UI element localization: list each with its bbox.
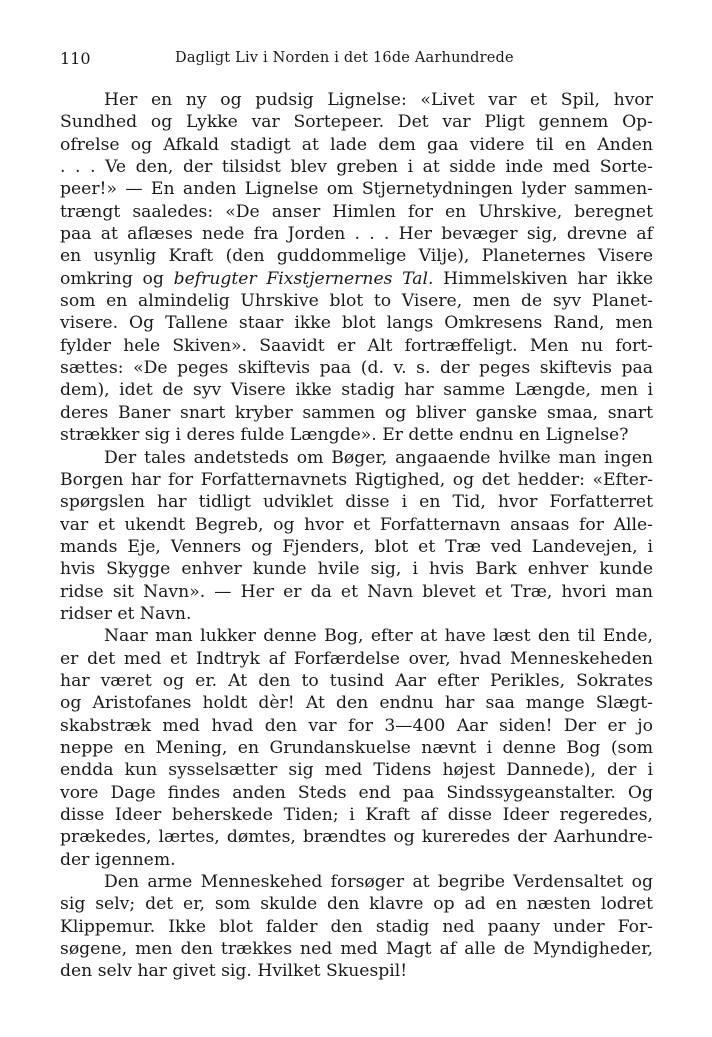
text-segment: Himmelskiven har ikke	[433, 268, 654, 289]
text-line: deres Baner snart kryber sammen og bliver ganske smaa, snart	[60, 402, 653, 423]
text-line: er det med et Indtryk af Forfærdelse over, hvad Menneskeheden	[60, 648, 653, 669]
text-line: . . . Ve den, der tilsidst blev greben i at sidde inde med Sorte-	[60, 157, 653, 178]
paragraph	[60, 871, 653, 983]
body-text	[60, 89, 653, 983]
text-line: mands Eje, Venners og Fjenders, blot et Træ ved Landevejen, i	[60, 536, 653, 557]
paragraph	[60, 89, 653, 447]
text-line: Klippemur. Ikke blot falder den stadig ned paany under For-	[60, 916, 653, 937]
text-line: som en almindelig Uhrskive blot to Visere, men de syv Planet-	[60, 291, 653, 312]
text-line	[60, 268, 653, 290]
text-line: den selv har givet sig. Hvilket Skuespil!	[60, 961, 408, 982]
text-line: peer!» — En anden Lignelse om Stjernetydningen lyder sammen-	[60, 179, 653, 200]
running-head: Dagligt Liv i Norden i det 16de Aarhundrede	[175, 50, 514, 66]
text-line: søgene, men den trækkes ned med Magt af alle de Myndigheder,	[60, 939, 653, 960]
page-number: 110	[60, 49, 91, 68]
text-line: endda kun sysselsætter sig med Tidens højest Dannede), der i	[60, 760, 653, 781]
text-line: Naar man lukker denne Bog, efter at have læst den til Ende,	[104, 626, 653, 647]
text-line: var et ukendt Begreb, og hvor et Forfatternavn ansaas for Alle-	[60, 514, 653, 535]
text-line: disse Ideer beherskede Tiden; i Kraft af disse Ideer regeredes,	[60, 805, 653, 825]
text-line: en usynlig Kraft (den guddommelige Vilje), Planeternes Visere	[60, 246, 653, 267]
text-line: har været og er. At den to tusind Aar efter Perikles, Sokrates	[60, 670, 653, 691]
text-line: hvis Skygge enhver kunde hvile sig, i hvis Bark enhver kunde	[60, 559, 653, 580]
text-line: sættes: «De peges skiftevis paa (d. v. s. der peges skiftevis paa	[60, 358, 653, 379]
text-line: prækedes, lærtes, dømtes, brændtes og kureredes der Aarhundre-	[60, 827, 653, 848]
text-line: dem), idet de syv Visere ikke stadig har samme Længde, men i	[60, 380, 653, 401]
page-header	[60, 40, 653, 70]
text-line: trængt saaledes: «De anser Himlen for en Uhrskive, beregnet	[60, 201, 653, 222]
text-segment: omkring og	[60, 268, 174, 289]
text-line: ofrelse og Afkald stadigt at lade dem gaa videre til en Anden	[60, 134, 653, 155]
text-line: visere. Og Tallene staar ikke blot langs Omkresens Rand, men	[60, 313, 653, 334]
book-page	[60, 40, 653, 983]
text-line: sig selv; det er, som skulde den klavre op ad en næsten lodret	[60, 894, 653, 915]
text-line: neppe en Mening, en Grundanskuelse nævnt i denne Bog (som	[60, 737, 653, 758]
text-line: paa at aflæses nede fra Jorden . . . Her bevæger sig, drevne af	[60, 224, 653, 245]
text-line: Borgen har for Forfatternavnets Rigtighed, og det hedder: «Efter-	[60, 469, 653, 490]
text-line: og Aristofanes holdt dèr! At den endnu har saa mange Slægt-	[60, 693, 653, 714]
text-line: fylder hele Skiven». Saavidt er Alt fortræffeligt. Men nu fort-	[60, 335, 653, 356]
text-line: ridse sit Navn». — Her er da et Navn blevet et Træ, hvori man	[60, 581, 653, 602]
text-line: Her en ny og pudsig Lignelse: «Livet var et Spil, hvor	[104, 90, 653, 110]
text-line: der igennem.	[60, 849, 176, 870]
text-line: ridser et Navn.	[60, 603, 192, 624]
text-line: Den arme Menneskehed forsøger at begribe Verdensaltet og	[104, 872, 653, 893]
text-line: vore Dage findes anden Steds end paa Sindssygeanstalter. Og	[60, 782, 653, 803]
text-line: skabstræk med hvad den var for 3—400 Aar siden! Der er jo	[60, 715, 653, 736]
paragraph	[60, 447, 653, 626]
text-line: Der tales andetsteds om Bøger, angaaende hvilke man ingen	[104, 447, 653, 468]
paragraph	[60, 625, 653, 871]
italic-text: befrugter Fixstjernernes Tal.	[173, 268, 434, 289]
text-line: Sundhed og Lykke var Sortepeer. Det var Pligt gennem Op-	[60, 112, 653, 133]
text-line: strækker sig i deres fulde Længde». Er dette endnu en Lignelse?	[60, 425, 629, 446]
text-line: spørgslen har tidligt udviklet disse i en Tid, hvor Forfatterret	[60, 492, 653, 513]
